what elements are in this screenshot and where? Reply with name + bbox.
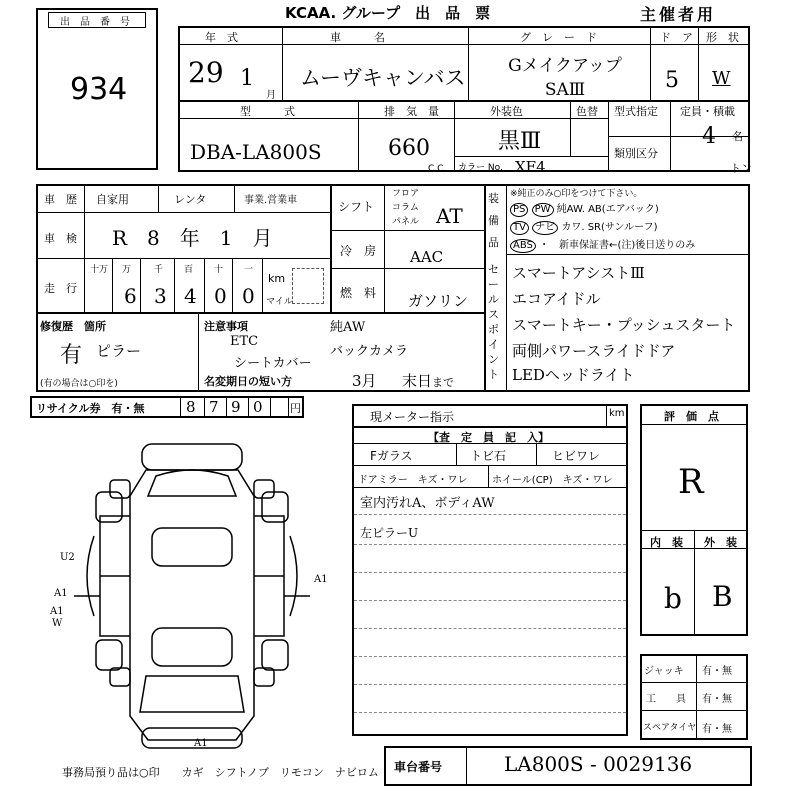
displacement-value: 660 — [388, 136, 430, 161]
caution-etc: ETC — [230, 334, 259, 349]
expiry-month: 3月 — [352, 372, 377, 390]
equip-pw: PW — [532, 203, 554, 217]
equipment-label: 装備品 — [488, 192, 499, 249]
diagram-mark-w: W — [52, 618, 63, 629]
sales-point-1: スマートアシストⅢ — [512, 264, 645, 282]
mileage-unit-10k: 万 — [122, 265, 132, 275]
interior-value: b — [664, 582, 682, 615]
repair-note: (有の場合は○印を) — [40, 379, 118, 389]
capacity-persons-unit: 名 — [732, 130, 743, 143]
year-label: 年 式 — [205, 31, 238, 44]
recycle-label: リサイクル券 有・無 — [36, 402, 145, 415]
shaken-value: R 8 年 1 月 — [112, 226, 273, 250]
grade-label: グ レ ー ド — [520, 31, 597, 44]
displacement-label: 排 気 量 — [384, 105, 439, 118]
mileage-digit-100: 4 — [184, 284, 197, 308]
fuel-value: ガソリン — [408, 292, 469, 310]
shift-panel: パネル — [392, 217, 420, 227]
equip-abs: ABS — [510, 239, 536, 253]
mileage-mile: マイル — [266, 297, 293, 307]
color-change-label: 色替 — [576, 105, 598, 118]
equip-aw: 純AW. — [556, 204, 585, 215]
equip-sr: SR(サンルーフ) — [587, 222, 658, 233]
doors-value: 5 — [665, 68, 679, 93]
mileage-digit-10k: 6 — [124, 284, 137, 308]
shift-value: AT — [436, 204, 463, 228]
lot-label: 出 品 番 号 — [60, 17, 130, 28]
sales-point-5: LEDヘッドライト — [512, 366, 635, 384]
fuel-label: 燃 料 — [340, 286, 377, 300]
exterior-label: 外 装 — [704, 536, 737, 549]
diagram-mark-a1-left2: A1 — [50, 606, 64, 617]
spare-label: スペアタイヤ — [643, 723, 697, 733]
shift-label: シフト — [338, 200, 375, 214]
meter-label: 現メーター指示 — [370, 410, 455, 424]
carname-value: ムーヴキャンバス — [300, 66, 466, 90]
recycle-digit-4: 0 — [253, 398, 263, 416]
inspector-title: 【査 定 員 記 入】 — [428, 431, 549, 444]
expiry-suffix: まで — [432, 376, 454, 389]
capacity-persons: 4 — [702, 124, 716, 149]
equip-warranty: ・ 新車保証書←(注)後日送りのみ — [539, 240, 696, 251]
bodytype-value: W — [712, 68, 731, 89]
equipment-row2 — [510, 218, 658, 235]
sales-point-4: 両側パワースライドドア — [512, 342, 676, 360]
year-month: 1 — [240, 66, 254, 91]
caution-aw: 純AW — [330, 320, 366, 335]
caution-label: 注意事項 — [204, 320, 248, 333]
grade-value: Gメイクアップ SAⅢ — [508, 56, 622, 100]
car-diagram — [50, 436, 350, 756]
diagram-mark-a1-right: A1 — [314, 574, 328, 585]
tobiishi-label: トビ石 — [470, 449, 507, 463]
caution-seat: シートカバー — [234, 356, 312, 371]
rating-value: R — [678, 462, 704, 502]
year-value: 29 — [188, 56, 224, 89]
footer-note: 事務局預り品は○印 カギ シフトノブ リモコン ナビロム — [62, 766, 379, 779]
equipment-row1 — [510, 200, 659, 217]
repair-value: 有 — [60, 343, 83, 368]
capacity-label: 定員・積載 — [680, 105, 735, 118]
chassis-value: LA800S - 0029136 — [504, 752, 693, 776]
ac-label: 冷 房 — [340, 244, 377, 258]
rating-label: 評 価 点 — [664, 410, 719, 423]
door-label: ド ア — [660, 31, 693, 44]
chassis-label: 車台番号 — [394, 760, 443, 774]
mileage-digit-10: 0 — [214, 284, 227, 308]
model-value: DBA-LA800S — [190, 140, 322, 164]
diagram-mark-a1-left: A1 — [54, 588, 68, 599]
inspector-note-2: 左ピラーU — [360, 526, 419, 540]
lot-number: 934 — [70, 72, 128, 107]
expiry-day: 末日 — [402, 372, 433, 390]
color-value: 黒Ⅲ — [498, 129, 542, 154]
diagram-mark-a1-bottom: A1 — [194, 738, 208, 749]
tools-label: 工 具 — [646, 694, 686, 705]
displacement-unit: C.C. — [428, 164, 447, 174]
year-month-unit: 月 — [266, 90, 276, 101]
diagram-mark-u2: U2 — [60, 552, 75, 563]
organizer-label: 主催者用 — [640, 5, 717, 24]
exterior-value: B — [712, 580, 733, 613]
header-title: KCAA. グループ 出 品 票 — [285, 4, 491, 22]
shift-column: コラム — [392, 203, 419, 213]
mileage-label: 走 行 — [44, 282, 77, 295]
hibi-label: ヒビワレ — [552, 449, 601, 463]
mileage-unit-1k: 千 — [154, 265, 164, 275]
interior-label: 内 装 — [650, 536, 683, 549]
recycle-digit-2: 7 — [209, 398, 219, 416]
mirror-label: ドアミラー キズ・ワレ — [358, 475, 468, 486]
equip-kawa: カワ. — [561, 222, 585, 233]
jack-yesno: 有・無 — [702, 666, 732, 677]
shift-floor: フロア — [392, 189, 420, 199]
sales-points-label: セールスポイント — [488, 263, 499, 381]
recycle-digit-3: 9 — [231, 398, 241, 416]
wheel-label: ホイール(CP) キズ・ワレ — [492, 475, 613, 486]
glass-label: Fガラス — [370, 449, 413, 463]
sales-point-2: エコアイドル — [512, 290, 601, 308]
mileage-unit-1: 一 — [244, 265, 254, 275]
mileage-unit-10: 十 — [214, 265, 224, 275]
capacity-tons-unit: トン — [730, 162, 752, 175]
equip-ab: AB(エアバック) — [588, 204, 659, 215]
mileage-unit-100: 百 — [184, 265, 194, 275]
equipment-row3 — [510, 236, 695, 253]
repair-detail: ピラー — [96, 342, 142, 360]
spare-yesno: 有・無 — [702, 724, 732, 735]
expiry-label: 名変期日の短い方 — [204, 375, 292, 388]
history-option-business: 事業.営業車 — [244, 195, 298, 206]
bodytype-label: 形 状 — [706, 31, 739, 44]
mileage-km: km — [268, 272, 286, 285]
inspector-note-1: 室内汚れA、ボディAW — [360, 496, 495, 511]
mileage-digit-1: 0 — [242, 284, 255, 308]
shaken-label: 車 検 — [44, 232, 77, 245]
equip-ps: PS — [510, 203, 528, 217]
lot-box — [36, 8, 158, 170]
repair-label: 修復歴 箇所 — [40, 320, 106, 333]
type-designation-label: 型式指定 — [614, 105, 658, 118]
history-label: 車 歴 — [44, 193, 77, 206]
history-option-rental: レンタ — [174, 193, 207, 206]
recycle-digit-1: 8 — [186, 398, 196, 416]
jack-label: ジャッキ — [644, 666, 684, 677]
mileage-unit-100k: 十万 — [90, 265, 109, 275]
color-label: 外装色 — [490, 105, 523, 118]
model-label: 型 式 — [240, 105, 295, 118]
history-option-private: 自家用 — [96, 193, 129, 206]
color-code-label: カラー No. — [458, 163, 503, 173]
equip-navi: ナビ — [532, 221, 558, 235]
equip-tv: TV — [510, 221, 529, 235]
carname-label: 車 名 — [330, 31, 385, 44]
category-label: 類別区分 — [614, 147, 658, 160]
mileage-digit-1k: 3 — [154, 284, 167, 308]
sales-point-3: スマートキー・プッシュスタート — [512, 316, 736, 334]
meter-unit: km — [609, 408, 625, 419]
equipment-note: ※純正のみ○印をつけて下さい。 — [510, 189, 643, 199]
ac-value: AAC — [410, 248, 444, 266]
recycle-unit: 円 — [290, 402, 301, 415]
caution-camera: バックカメラ — [330, 344, 409, 359]
tools-yesno: 有・無 — [702, 694, 732, 705]
color-code-value: XF4 — [515, 158, 546, 176]
